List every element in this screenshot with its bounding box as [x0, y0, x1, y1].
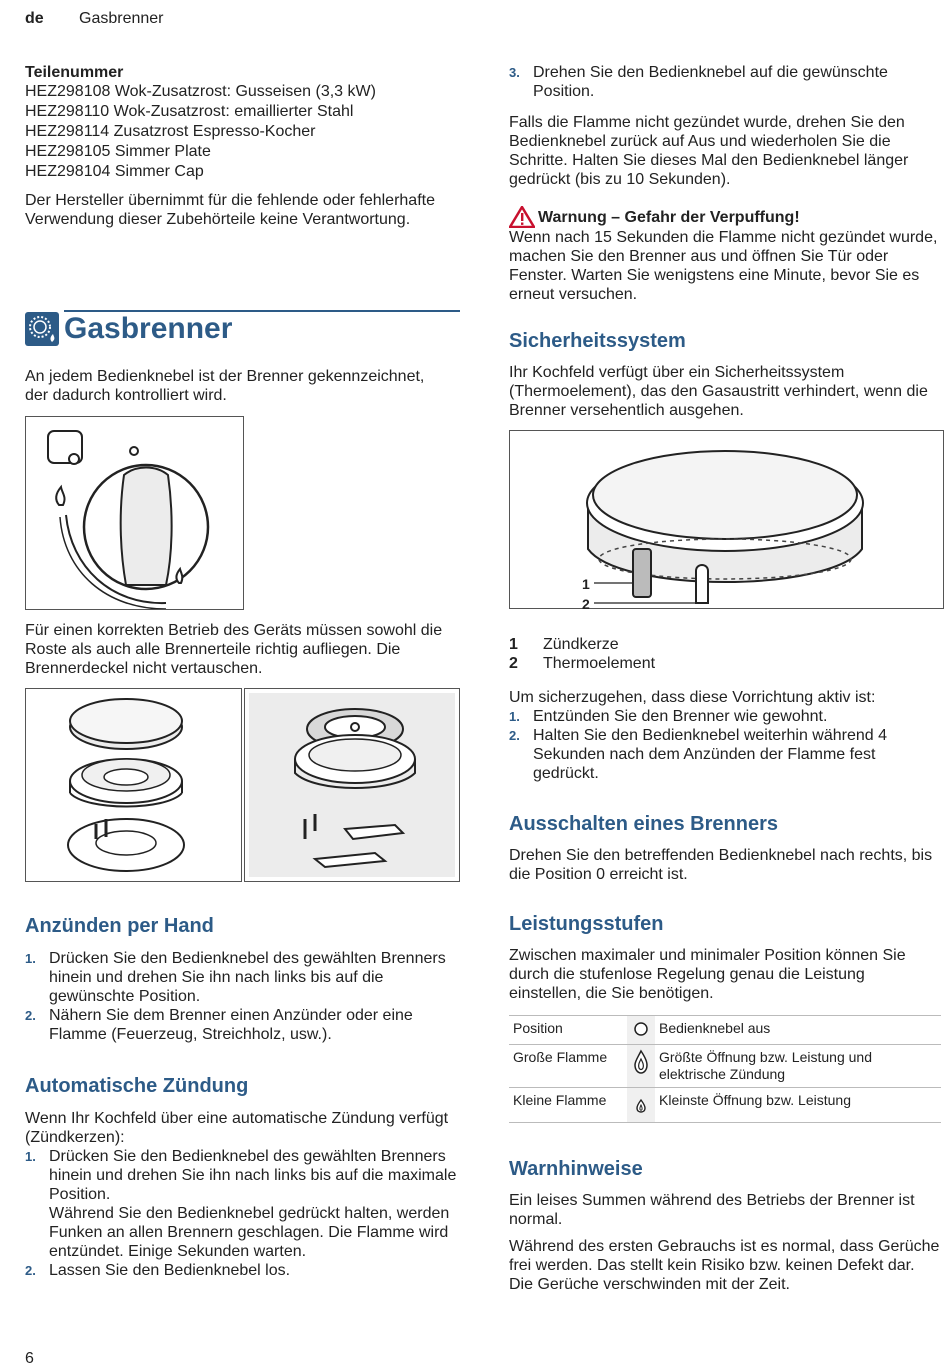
levels-table-wrap	[509, 1015, 941, 1123]
warning-title: Warnung – Gefahr der Verpuffung!	[538, 208, 800, 226]
legend-number: 2	[509, 655, 518, 672]
auto-ignition-intro: Wenn Ihr Kochfeld über eine automatische Zündung verfügt (Zündkerzen):	[25, 1110, 449, 1146]
manual-ignition-section	[25, 914, 457, 1044]
safety-section	[509, 329, 941, 420]
header-title: Gasbrenner	[79, 10, 164, 27]
list-item	[25, 1006, 457, 1044]
auto-ignition-section	[25, 1074, 457, 1280]
off-title: Ausschalten eines Brenners	[509, 813, 778, 835]
figure-label-2: 2	[582, 596, 590, 612]
retry-text: Falls die Flamme nicht gezündet wurde, drehen Sie den Bedienknebel zurück auf Aus und wiederholen Sie die Schritte. Halten Sie dieses Mal den Bedienknebel länger gedrückt (bis zu 10 Sekunden).	[509, 114, 909, 188]
left-column	[25, 63, 457, 229]
levels-section	[509, 912, 941, 1003]
grates-text: Für einen korrekten Betrieb des Geräts müssen sowohl die Roste als auch alle Brennerteile richtig aufliegen. Die Brennerdeckel nicht vertauschen.	[25, 622, 443, 677]
manual-ignition-title: Anzünden per Hand	[25, 915, 214, 937]
notes-section	[509, 1157, 941, 1294]
knob-figure	[25, 416, 244, 610]
right-column-top	[509, 63, 941, 304]
step-number: 1.	[25, 1149, 36, 1164]
small-flame-icon	[633, 1092, 649, 1114]
step-number: 2.	[25, 1008, 36, 1023]
step-number: 2.	[25, 1263, 36, 1278]
off-section	[509, 812, 941, 884]
partnumber-item: HEZ298105 Simmer Plate	[25, 143, 211, 160]
step-text: Drücken Sie den Bedienknebel des gewählten Brenners hinein und drehen Sie ihn nach links bis auf die maximale Position.	[49, 1148, 457, 1203]
table-cell-desc: Kleinste Öffnung bzw. Leistung	[655, 1088, 941, 1123]
step-text-continued: Während Sie den Bedienknebel gedrückt halten, werden Funken an allen Brennern geschlagen. Die Flamme wird entzündet. Einige Sekunden warten.	[49, 1205, 450, 1260]
intro-text: An jedem Bedienknebel ist der Brenner gekennzeichnet, der dadurch kontrolliert wird.	[25, 368, 425, 404]
table-row	[509, 1045, 941, 1088]
step-text: Nähern Sie dem Brenner einen Anzünder oder eine Flamme (Feuerzeug, Streichholz, usw.).	[49, 1007, 413, 1043]
list-item	[25, 949, 457, 1006]
table-row	[509, 1016, 941, 1045]
safety-system-figure	[509, 430, 944, 612]
warning-icon	[509, 206, 535, 228]
circle-off-icon	[633, 1020, 649, 1036]
list-item	[509, 707, 941, 726]
partnumber-item: HEZ298104 Simmer Cap	[25, 163, 204, 180]
page-number: 6	[25, 1350, 34, 1367]
table-cell-desc: Größte Öffnung bzw. Leistung und elektrische Zündung	[655, 1045, 941, 1088]
ensure-intro: Um sicherzugehen, dass diese Vorrichtung aktiv ist:	[509, 689, 876, 706]
list-item	[25, 1147, 457, 1261]
burner-assembly-figure	[244, 688, 460, 882]
step-text: Drücken Sie den Bedienknebel des gewählten Brenners hinein und drehen Sie ihn nach links bis auf die gewünschte Position.	[49, 950, 446, 1005]
partnumbers-heading: Teilenummer	[25, 64, 124, 81]
off-text: Drehen Sie den betreffenden Bedienknebel nach rechts, bis die Position 0 erreicht ist.	[509, 847, 933, 883]
language-code: de	[25, 10, 44, 27]
notes-paragraph-1: Ein leises Summen während des Betriebs der Brenner ist normal.	[509, 1192, 915, 1228]
step-number: 3.	[509, 65, 520, 80]
step-text: Halten Sie den Bedienknebel weiterhin während 4 Sekunden nach dem Anzünden der Flamme fest gedrückt.	[533, 727, 888, 782]
burner-section-icon	[25, 312, 59, 346]
step-text: Lassen Sie den Bedienknebel los.	[49, 1262, 291, 1279]
auto-ignition-title: Automatische Zündung	[25, 1075, 249, 1097]
list-item	[509, 63, 941, 101]
large-flame-icon	[633, 1049, 649, 1075]
step-text: Drehen Sie den Bedienknebel auf die gewünschte Position.	[533, 64, 888, 100]
section-title: Gasbrenner	[64, 312, 233, 345]
safety-title: Sicherheitssystem	[509, 330, 686, 352]
legend-and-ensure	[509, 635, 941, 783]
table-cell-desc: Bedienknebel aus	[655, 1016, 941, 1045]
burner-parts-figure	[25, 688, 242, 882]
levels-table	[509, 1016, 941, 1123]
legend-item	[509, 635, 941, 654]
warning-text: Wenn nach 15 Sekunden die Flamme nicht gezündet wurde, machen Sie den Brenner aus und öffnen Sie Tür oder Fenster. Warten Sie wenigstens eine Minute, bevor Sie es erneut versuchen.	[509, 229, 938, 303]
list-item	[509, 726, 941, 783]
warning-heading	[509, 206, 941, 228]
notes-title: Warnhinweise	[509, 1158, 643, 1180]
notes-paragraph-2: Während des ersten Gebrauchs ist es normal, dass Gerüche frei werden. Das stellt kein Risiko bzw. keinen Defekt dar. Die Gerüche verschwinden mit der Zeit.	[509, 1238, 940, 1293]
legend-item	[509, 654, 941, 673]
table-row	[509, 1088, 941, 1123]
partnumber-item: HEZ298110 Wok-Zusatzrost: emaillierter Stahl	[25, 103, 354, 120]
step-number: 1.	[25, 951, 36, 966]
legend-number: 1	[509, 636, 518, 653]
step-text: Entzünden Sie den Brenner wie gewohnt.	[533, 708, 828, 725]
step-number: 1.	[509, 709, 520, 724]
table-cell-position: Position	[509, 1016, 627, 1045]
partnumber-item: HEZ298114 Zusatzrost Espresso-Kocher	[25, 123, 316, 140]
legend-text: Zündkerze	[543, 636, 619, 653]
table-cell-position: Kleine Flamme	[509, 1088, 627, 1123]
list-item	[25, 1261, 457, 1280]
legend-text: Thermoelement	[543, 655, 656, 672]
disclaimer-text: Der Hersteller übernimmt für die fehlende oder fehlerhafte Verwendung dieser Zubehörteile keine Verantwortung.	[25, 192, 435, 228]
partnumber-item: HEZ298108 Wok-Zusatzrost: Gusseisen (3,3 kW)	[25, 83, 376, 100]
levels-title: Leistungsstufen	[509, 913, 664, 935]
step-number: 2.	[509, 728, 520, 743]
figure-label-1: 1	[582, 576, 590, 592]
levels-text: Zwischen maximaler und minimaler Position können Sie durch die stufenlose Regelung genau die Leistung einstellen, die Sie benötigen.	[509, 947, 906, 1002]
safety-text: Ihr Kochfeld verfügt über ein Sicherheitssystem (Thermoelement), das den Gasaustritt verhindert, wenn die Brenner versehentlich ausgehen.	[509, 364, 928, 419]
table-cell-position: Große Flamme	[509, 1045, 627, 1088]
